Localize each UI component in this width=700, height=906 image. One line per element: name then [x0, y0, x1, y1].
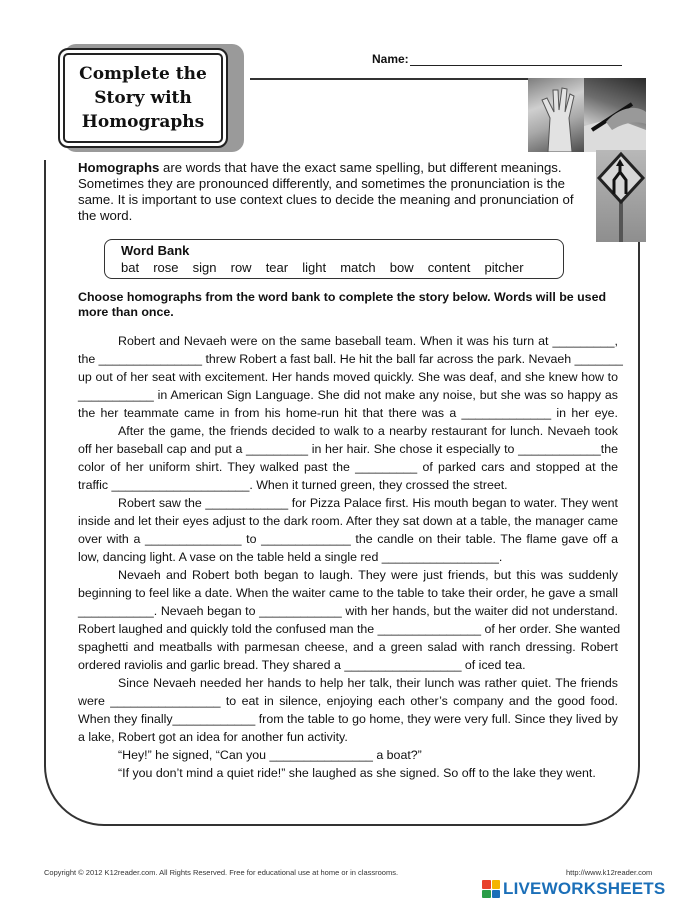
story-line: beginning to feel like a date. When the waiter came to the table to take their order, he gave a small — [78, 586, 618, 600]
word-bank-word: content — [427, 260, 471, 275]
story-line: off her baseball cap and put a _________ in her hair. She chose it especially to ____________the — [78, 442, 618, 456]
logo-text: LIVEWORKSHEETS — [503, 879, 666, 898]
liveworksheets-logo-icon — [482, 880, 500, 898]
road-sign-photo-icon — [596, 150, 646, 242]
story-line: a lake, Robert got an idea for another fun activity. — [78, 730, 348, 744]
story-line: When they finally____________ from the table to go home, they were very full. Since they lived by — [78, 712, 618, 726]
story-line: traffic ____________________. When it turned green, they crossed the street. — [78, 478, 508, 492]
word-bank-word: rose — [153, 260, 179, 275]
word-bank-word: sign — [192, 260, 217, 275]
page-title: Complete the Story with Homographs — [79, 64, 207, 132]
hand-photo-icon — [528, 78, 586, 152]
copyright-notice: Copyright © 2012 K12reader.com. All Rights Reserved. Free for educational use at home or in classrooms. — [44, 868, 399, 877]
writing-photo-icon — [584, 78, 646, 152]
story-line: were ________________ to eat in silence, enjoying each other’s company and the good food. — [78, 694, 618, 708]
word-bank-word: pitcher — [484, 260, 524, 275]
word-bank-words — [121, 260, 534, 275]
word-bank-word: light — [302, 260, 327, 275]
name-label: Name: — [372, 52, 409, 66]
intro-term: Homographs — [78, 160, 160, 175]
intro-text: are words that have the exact same spelling, but different meanings. Sometimes they are pronounced differently, and sometimes the pronunciation is the same. It is important to use context clues to decide the meaning and pronunciation of the word. — [78, 160, 574, 223]
story-line: ordered raviolis and garlic bread. They shared a _________________ of iced tea. — [78, 658, 526, 672]
story-line: Robert saw the ____________ for Pizza Palace first. His mouth began to water. They went — [118, 496, 618, 510]
story-line: inside and let their eyes adjust to the dark room. After they sat down at a table, the manager came — [78, 514, 618, 528]
title-plaque — [58, 48, 228, 148]
site-url[interactable]: http://www.k12reader.com — [566, 868, 653, 877]
word-bank-word: bow — [389, 260, 414, 275]
story-line: Robert laughed and quickly told the confused man the _______________ of her order. She wanted — [78, 622, 621, 636]
story-line: the her teammate came in from his home-run hit that there was a _____________ in her eye. — [78, 406, 618, 420]
story-text — [78, 332, 623, 782]
liveworksheets-logo — [482, 879, 665, 899]
story-line: Robert and Nevaeh were on the same baseball team. When it was his turn at _________, — [118, 334, 618, 348]
story-line: Since Nevaeh needed her hands to help her talk, their lunch was rather quiet. The friends — [118, 676, 618, 690]
story-line: “Hey!” he signed, “Can you _______________ a boat?” — [118, 748, 422, 762]
story-line: “If you don’t mind a quiet ride!” she laughed as she signed. So off to the lake they went. — [118, 766, 596, 780]
word-bank-title: Word Bank — [121, 243, 190, 258]
story-line: ___________. Nevaeh began to ____________ with her hands, but the waiter did not understand. — [78, 604, 618, 618]
name-field[interactable] — [410, 65, 622, 66]
story-line: Nevaeh and Robert both began to laugh. They were just friends, but this was suddenly — [118, 568, 618, 582]
word-bank-word: row — [230, 260, 252, 275]
word-bank-word: match — [340, 260, 376, 275]
story-line: After the game, the friends decided to walk to a nearby restaurant for lunch. Nevaeh took — [118, 424, 618, 438]
story-line: over with a ______________ to _____________ the candle on their table. The flame gave off a — [78, 532, 618, 546]
word-bank — [104, 239, 564, 279]
intro-paragraph — [78, 160, 594, 224]
story-line: the _______________ threw Robert a fast ball. He hit the ball far across the park. Nevaeh _______ — [78, 352, 623, 366]
word-bank-word: tear — [265, 260, 289, 275]
word-bank-word: bat — [121, 260, 140, 275]
story-line: color of her uniform shirt. They walked past the _________ of parked cars and stopped at the — [78, 460, 618, 474]
story-line: spaghetti and meatballs with parmesan cheese, and a green salad with ranch dressing. Robert — [78, 640, 618, 654]
story-line: low, dancing light. A vase on the table held a single red _________________. — [78, 550, 503, 564]
instructions: Choose homographs from the word bank to complete the story below. Words will be used more than once. — [78, 290, 607, 319]
story-line: ___________ in American Sign Language. She did not make any noise, but she was so happy as — [78, 388, 618, 402]
story-line: up out of her seat with excitement. Her hands moved quickly. She was deaf, and she knew how to — [78, 370, 618, 384]
